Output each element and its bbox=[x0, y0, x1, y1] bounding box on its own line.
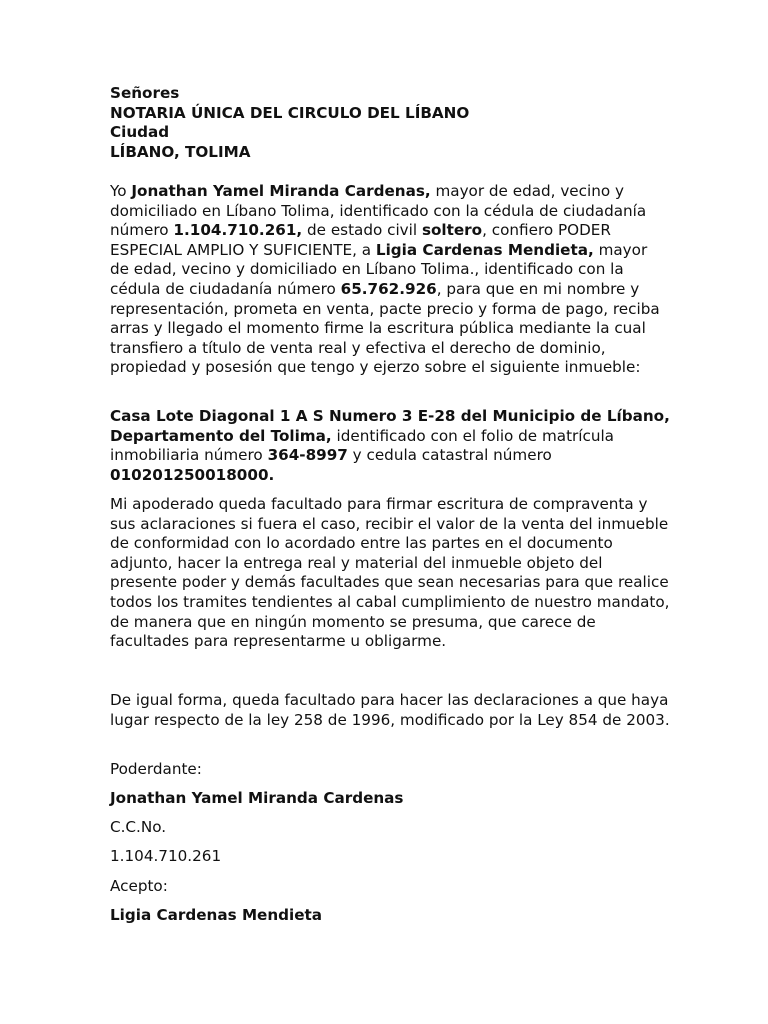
paragraph-grant bbox=[110, 182, 670, 378]
acepto-label: Acepto: bbox=[110, 877, 168, 895]
attorney-id-number: 65.762.926 bbox=[340, 279, 437, 298]
cc-number: 1.104.710.261 bbox=[110, 847, 222, 865]
attorney-name: Ligia Cardenas Mendieta, bbox=[375, 240, 594, 259]
text-segment: Yo bbox=[110, 182, 132, 200]
grantor-name: Jonathan Yamel Miranda Cardenas, bbox=[131, 182, 431, 200]
marital-status: soltero bbox=[421, 221, 483, 240]
text-segment: , confiero PODER ESPECIAL AMPLIO Y SUFICIENTE, a bbox=[110, 221, 611, 259]
poderdante-name-text: Jonathan Yamel Miranda Cardenas bbox=[110, 789, 404, 807]
cc-label: C.C.No. bbox=[110, 818, 167, 836]
text-segment: y cedula catastral número bbox=[347, 446, 552, 465]
acepto-name bbox=[110, 906, 670, 926]
grantor-id-number: 1.104.710.261, bbox=[173, 221, 303, 240]
paragraph-powers bbox=[110, 495, 670, 652]
declarations-text: De igual forma, queda facultado para hacer las declaraciones a que haya lugar respecto de la ley 258 de 1996, modificado por la Ley 854 de 2003. bbox=[110, 691, 670, 729]
acepto-name-text: Ligia Cardenas Mendieta bbox=[110, 906, 323, 924]
text-segment: , para que en mi nombre y representación, prometa en venta, pacte precio y forma de pago, reciba arras y llegado el momento firme la escritura pública mediante la cual transfiero a título de venta real y efectiva el derecho de dominio, propiedad y posesión que tengo y ejerzo sobre el siguiente inmueble: bbox=[110, 279, 660, 377]
text-segment: mayor de edad, vecino y domiciliado en Líbano Tolima, identificado con la cédula de ciudadanía número bbox=[110, 182, 647, 240]
property-address: Casa Lote Diagonal 1 A S Numero 3 E-28 del Municipio de Líbano, Departamento del Tolima, bbox=[110, 407, 670, 445]
text-segment: de estado civil bbox=[302, 221, 422, 240]
paragraph-declarations bbox=[110, 691, 670, 730]
addressee-city-label: Ciudad bbox=[110, 123, 170, 142]
text-segment: identificado con el folio de matrícula inmobiliaria número bbox=[110, 426, 614, 465]
cadastral-number: 010201250018000. bbox=[110, 465, 275, 484]
powers-text: Mi apoderado queda facultado para firmar escritura de compraventa y sus aclaraciones si fuera el caso, recibir el valor de la venta del inmueble de conformidad con lo acordado entre las partes en el documento adjunto, hacer la entrega real y material del inmueble objeto del presente poder y demás facultades que sean necesarias para que realice todos los tramites tendientes al cabal cumplimiento de nuestro mandato, de manera que en ningún momento se presuma, que carece de facultades para representarme u obligarme. bbox=[110, 495, 670, 651]
paragraph-property bbox=[110, 407, 670, 485]
poderdante-label: Poderdante: bbox=[110, 760, 202, 778]
addressee-notary: NOTARIA ÚNICA DEL CIRCULO DEL LÍBANO bbox=[110, 103, 470, 122]
text-segment: mayor de edad, vecino y domiciliado en Líbano Tolima., identificado con la cédula de ciudadanía número bbox=[110, 240, 648, 298]
registry-number: 364-8997 bbox=[267, 446, 348, 465]
addressee-greeting: Señores bbox=[110, 84, 180, 102]
addressee-city: LÍBANO, TOLIMA bbox=[110, 142, 251, 161]
addressee-block bbox=[110, 84, 670, 162]
poderdante-name bbox=[110, 789, 670, 809]
